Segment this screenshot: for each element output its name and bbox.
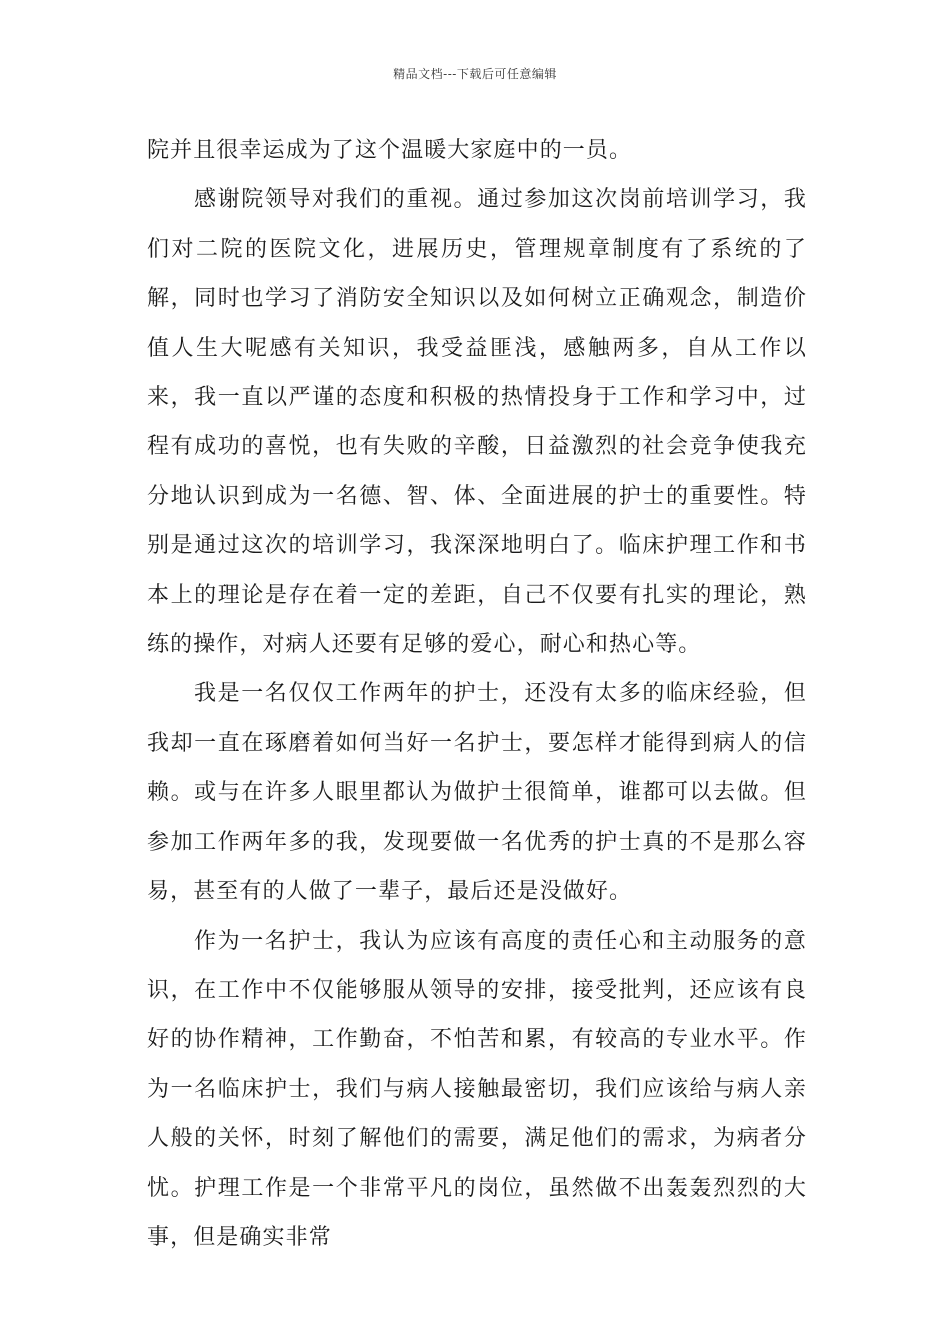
- document-body: [147, 126, 807, 1262]
- paragraph-1: 院并且很幸运成为了这个温暖大家庭中的一员。: [147, 138, 633, 163]
- paragraph-3: 我是一名仅仅工作两年的护士，还没有太多的临床经验，但我却一直在琢磨着如何当好一名护士，要怎样才能得到病人的信赖。或与在许多人眼里都认为做护士很简单，谁都可以去做。但参加工作两年多的我，发现要做一名优秀的护士真的不是那么容易，甚至有的人做了一辈子，最后还是没做好。: [147, 681, 807, 905]
- paragraph-4: 作为一名护士，我认为应该有高度的责任心和主动服务的意识，在工作中不仅能够服从领导的安排，接受批判，还应该有良好的协作精神，工作勤奋，不怕苦和累，有较高的专业水平。作为一名临床护士，我们与病人接触最密切，我们应该给与病人亲人般的关怀，时刻了解他们的需要，满足他们的需求，为病者分忧。护理工作是一个非常平凡的岗位，虽然做不出轰轰烈烈的大事，但是确实非常: [147, 928, 807, 1250]
- page-header: 精品文档---下载后可任意编辑: [393, 67, 557, 81]
- paragraph-2: 感谢院领导对我们的重视。通过参加这次岗前培训学习，我们对二院的医院文化，进展历史，管理规章制度有了系统的了解，同时也学习了消防安全知识以及如何树立正确观念，制造价值人生大呢感有关知识，我受益匪浅，感触两多，自从工作以来，我一直以严谨的态度和积极的热情投身于工作和学习中，过程有成功的喜悦，也有失败的辛酸，日益激烈的社会竞争使我充分地认识到成为一名德、智、体、全面进展的护士的重要性。特别是通过这次的培训学习，我深深地明白了。临床护理工作和书本上的理论是存在着一定的差距，自己不仅要有扎实的理论，熟练的操作，对病人还要有足够的爱心，耐心和热心等。: [147, 187, 807, 658]
